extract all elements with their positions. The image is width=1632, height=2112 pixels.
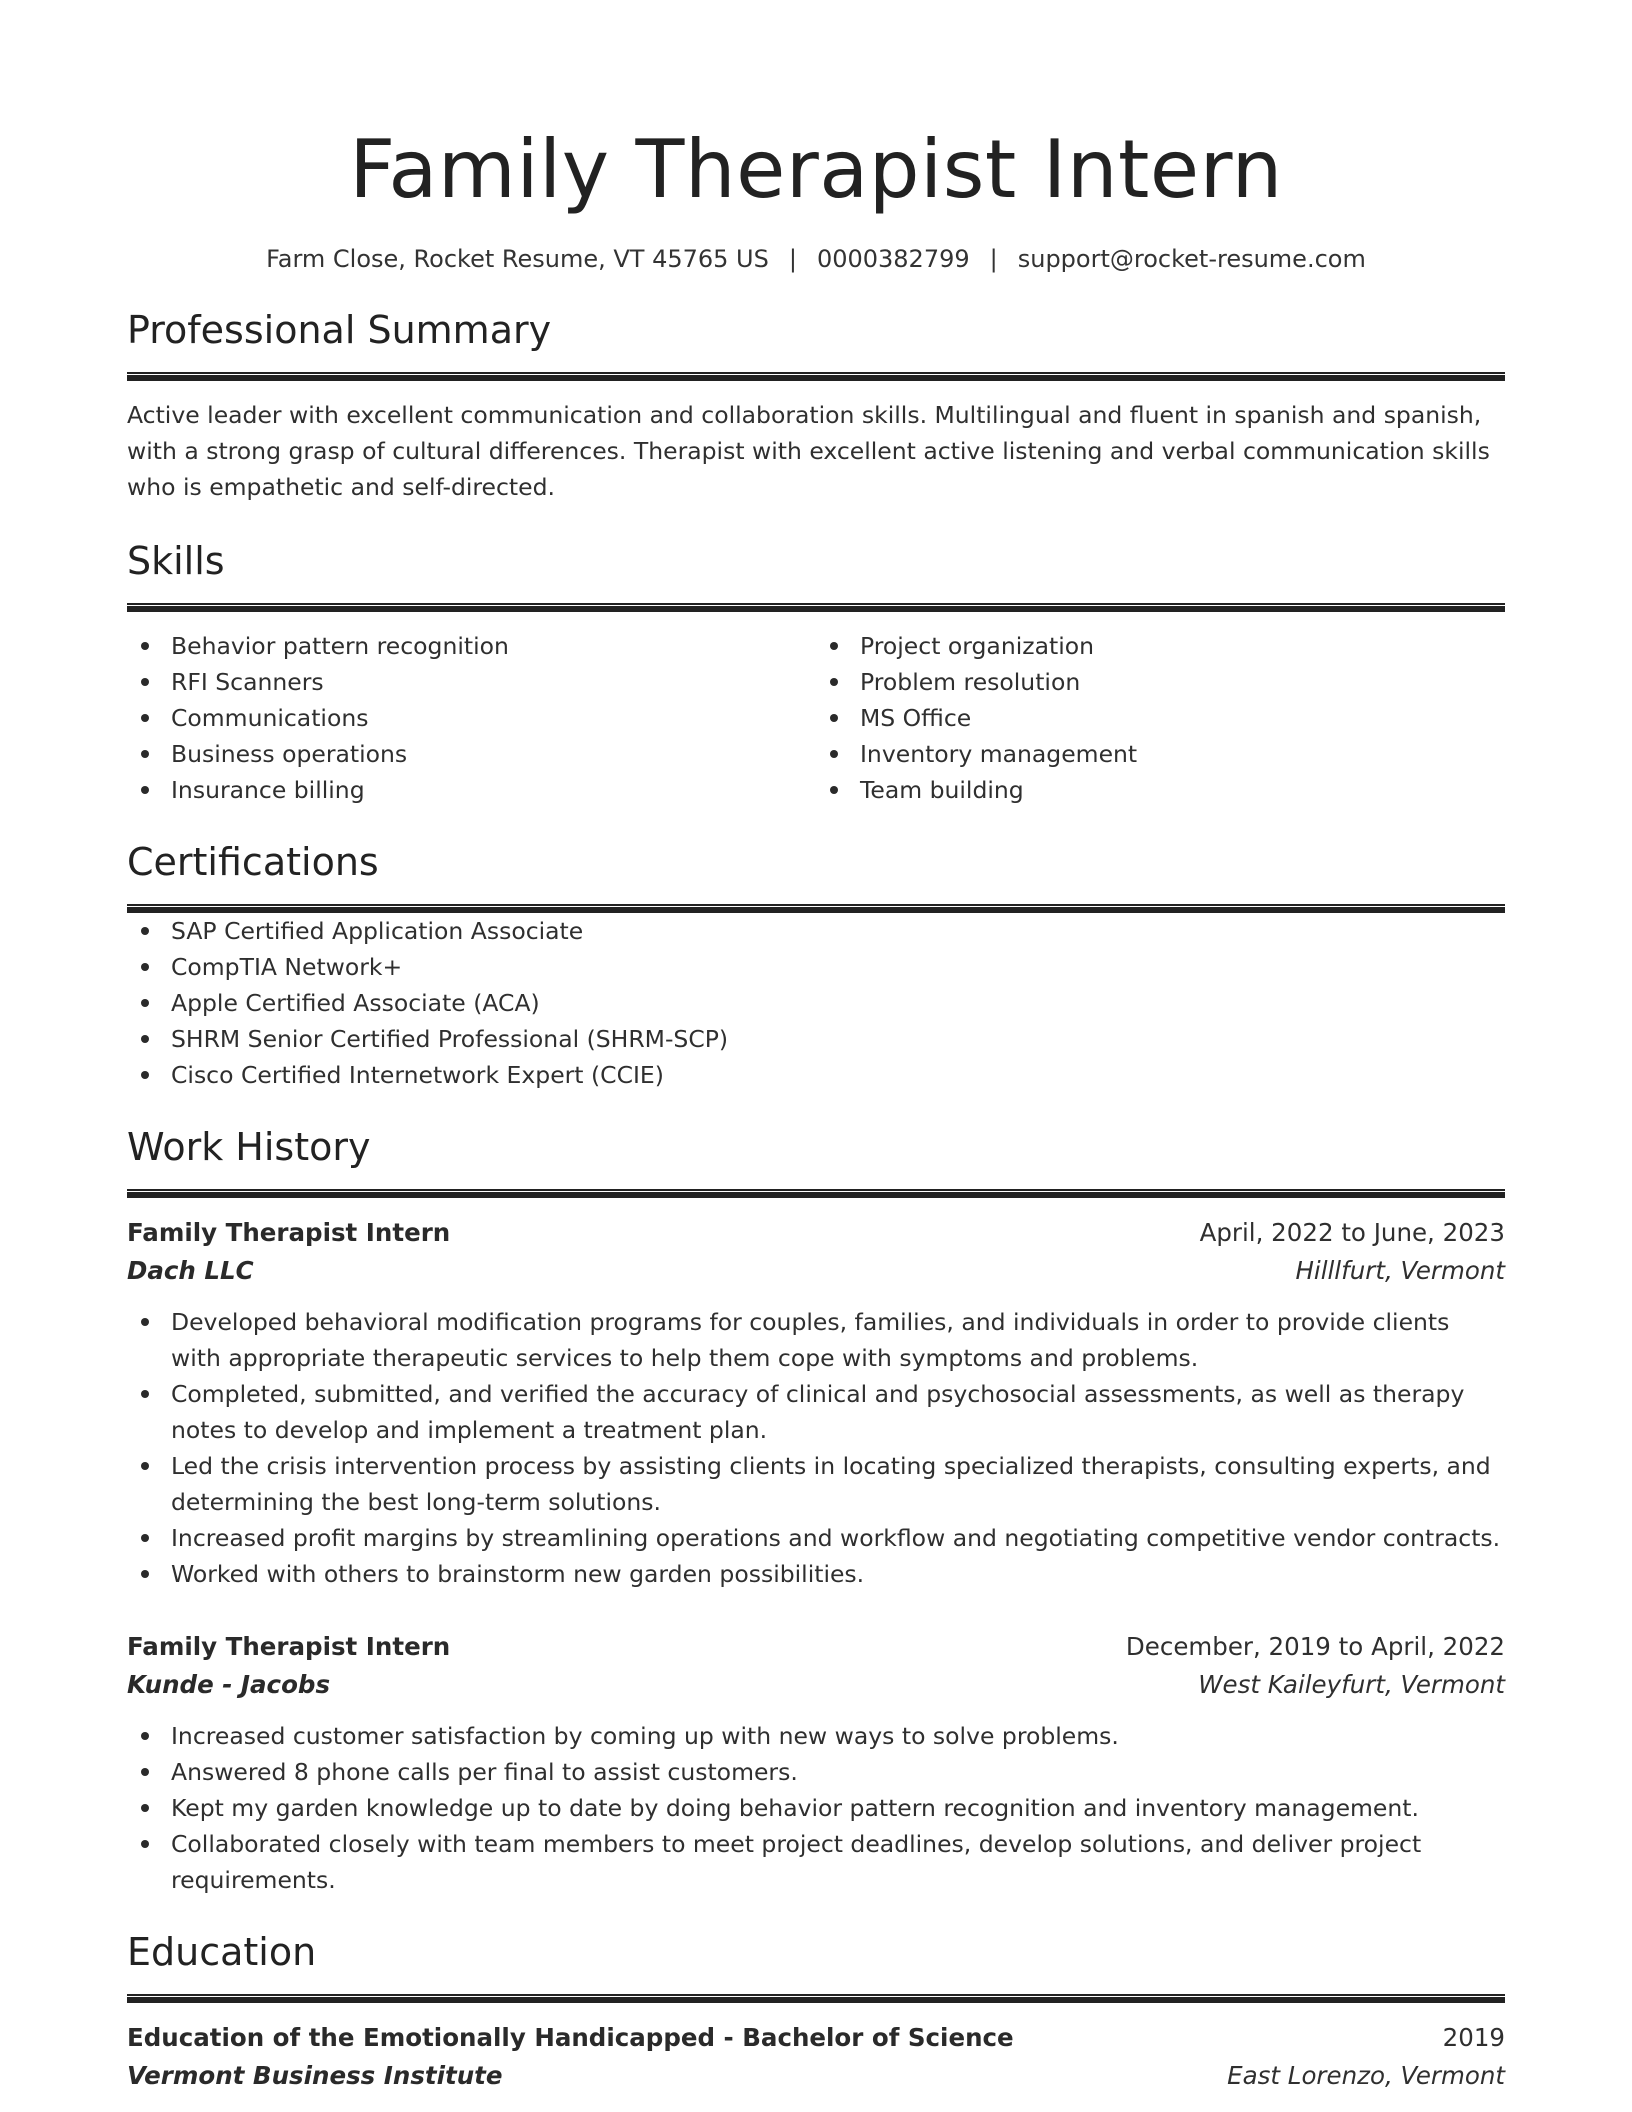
section-title: Certifications <box>127 840 379 884</box>
skill-item: MS Office <box>816 700 1505 736</box>
education-year: 2019 <box>1442 2023 1505 2052</box>
contact-address: Farm Close, Rocket Resume, VT 45765 US <box>266 245 769 273</box>
certification-item: Apple Certified Associate (ACA) <box>127 985 1505 1021</box>
skills-columns <box>127 628 1505 808</box>
education-entry <box>127 2019 1505 2095</box>
job-bullets <box>127 1718 1505 1898</box>
certifications-section <box>127 838 1505 1093</box>
education-school-row <box>127 2057 1505 2095</box>
job-title: Family Therapist Intern <box>127 1632 451 1661</box>
summary-text: Active leader with excellent communication and collaboration skills. Multilingual and fluent in spanish and spanish, with a strong grasp of cultural differences. Therapist with excellent active listening and verbal communication skills who is empathetic and self-directed. <box>127 401 1490 501</box>
education-header-row <box>127 2019 1505 2057</box>
section-title: Education <box>127 1930 317 1974</box>
job-location: West Kaileyfurt, Vermont <box>1198 1670 1505 1699</box>
job-entry <box>127 1214 1505 1592</box>
summary-section <box>127 306 1505 505</box>
skill-item: Business operations <box>127 736 816 772</box>
skills-list <box>816 628 1505 808</box>
job-bullet: Worked with others to brainstorm new garden possibilities. <box>127 1556 1505 1592</box>
job-bullet: Answered 8 phone calls per final to assist customers. <box>127 1754 1505 1790</box>
job-bullet: Completed, submitted, and verified the accuracy of clinical and psychosocial assessments, as well as therapy notes to develop and implement a treatment plan. <box>127 1376 1505 1448</box>
skills-list <box>127 628 816 808</box>
skill-item: Problem resolution <box>816 664 1505 700</box>
job-bullet: Increased profit margins by streamlining operations and workflow and negotiating competitive vendor contracts. <box>127 1520 1505 1556</box>
section-divider <box>127 1189 1505 1198</box>
skills-left-column <box>127 628 816 808</box>
section-divider <box>127 372 1505 381</box>
education-degree: Education of the Emotionally Handicapped - Bachelor of Science <box>127 2023 1014 2052</box>
job-company-row <box>127 1252 1505 1290</box>
skill-item: Communications <box>127 700 816 736</box>
skill-item: RFI Scanners <box>127 664 816 700</box>
contact-separator: | <box>788 245 797 273</box>
job-header-row <box>127 1214 1505 1252</box>
contact-separator: | <box>989 245 998 273</box>
job-bullet: Led the crisis intervention process by assisting clients in locating specialized therapists, consulting experts, and determining the best long-term solutions. <box>127 1448 1505 1520</box>
education-section <box>127 1928 1505 2095</box>
contact-phone: 0000382799 <box>816 245 970 273</box>
contact-line <box>127 242 1505 276</box>
job-bullet: Increased customer satisfaction by coming up with new ways to solve problems. <box>127 1718 1505 1754</box>
resume-page <box>127 0 1505 2095</box>
certification-item: CompTIA Network+ <box>127 949 1505 985</box>
resume-name: Family Therapist Intern <box>349 123 1283 216</box>
skill-item: Insurance billing <box>127 772 816 808</box>
section-title: Skills <box>127 539 225 583</box>
job-bullet: Developed behavioral modification programs for couples, families, and individuals in order to provide clients with appropriate therapeutic services to help them cope with symptoms and problems. <box>127 1304 1505 1376</box>
certifications-list <box>127 913 1505 1093</box>
certification-item: SHRM Senior Certified Professional (SHRM-SCP) <box>127 1021 1505 1057</box>
skills-section <box>127 537 1505 808</box>
job-company: Dach LLC <box>127 1256 254 1285</box>
skill-item: Project organization <box>816 628 1505 664</box>
job-dates: December, 2019 to April, 2022 <box>1125 1632 1505 1661</box>
job-bullets <box>127 1304 1505 1592</box>
contact-email: support@rocket-resume.com <box>1017 245 1366 273</box>
section-title: Professional Summary <box>127 308 552 352</box>
skill-item: Team building <box>816 772 1505 808</box>
job-company: Kunde - Jacobs <box>127 1670 331 1699</box>
job-bullet: Collaborated closely with team members to meet project deadlines, develop solutions, and deliver project requirements. <box>127 1826 1505 1898</box>
education-school: Vermont Business Institute <box>127 2061 503 2090</box>
work-history-section <box>127 1123 1505 1898</box>
section-divider <box>127 1994 1505 2003</box>
job-company-row <box>127 1666 1505 1704</box>
job-title: Family Therapist Intern <box>127 1218 451 1247</box>
certification-item: Cisco Certified Internetwork Expert (CCIE) <box>127 1057 1505 1093</box>
section-divider <box>127 603 1505 612</box>
section-title: Work History <box>127 1125 371 1169</box>
job-bullet: Kept my garden knowledge up to date by doing behavior pattern recognition and inventory management. <box>127 1790 1505 1826</box>
certification-item: SAP Certified Application Associate <box>127 913 1505 949</box>
job-entry <box>127 1628 1505 1898</box>
skills-right-column <box>816 628 1505 808</box>
skill-item: Inventory management <box>816 736 1505 772</box>
job-dates: April, 2022 to June, 2023 <box>1199 1218 1505 1247</box>
job-header-row <box>127 1628 1505 1666</box>
education-location: East Lorenzo, Vermont <box>1227 2061 1505 2090</box>
skill-item: Behavior pattern recognition <box>127 628 816 664</box>
job-location: Hilllfurt, Vermont <box>1295 1256 1505 1285</box>
section-divider <box>127 904 1505 913</box>
